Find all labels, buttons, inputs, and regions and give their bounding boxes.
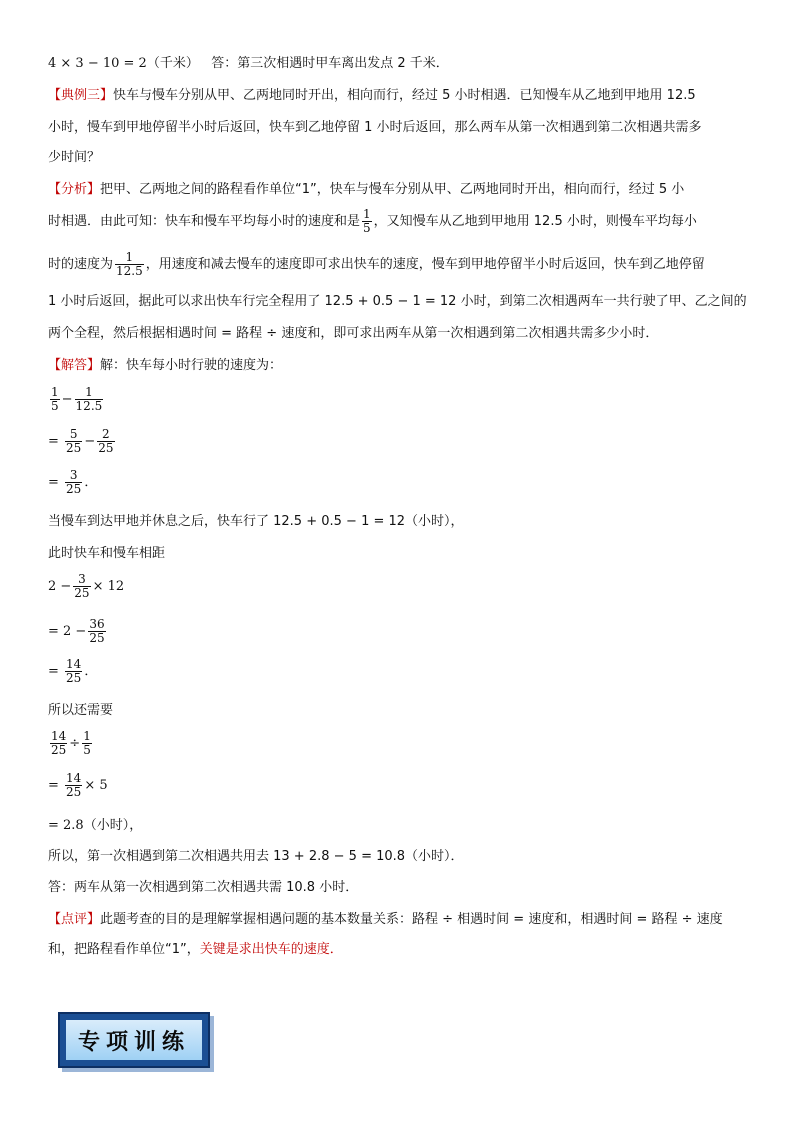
fraction: $\frac{1}{5}$: [51, 385, 59, 413]
distance-step-2: [48, 615, 750, 649]
fraction: $\frac{1}{5}$: [83, 729, 91, 757]
fraction-one-fifth: $\frac{1}{5}$: [363, 207, 371, 235]
example-line-2: [48, 119, 750, 137]
comment-tag: 【点评】: [48, 912, 101, 927]
fraction: $\frac{14}{25}$: [66, 771, 82, 799]
comment-text-2b: 关键是求出快车的速度．: [199, 942, 343, 957]
example-text-1: 快车与慢车分别从甲、乙两地同时开出，相向而行，经过 5 小时相遇．已知慢车从乙地到甲地用 12.5: [113, 88, 696, 103]
period: ．: [84, 475, 98, 490]
fraction: $\frac{14}{25}$: [66, 657, 82, 685]
expression-prefix: = 2 −: [48, 624, 87, 639]
analysis-text-1: 把甲、乙两地之间的路程看作单位“1”，快车与慢车分别从甲、乙两地同时开出，相向而行，经过 5 小: [100, 182, 685, 197]
need-step-3: [48, 817, 750, 835]
analysis-line-5: [48, 325, 750, 343]
distance-line: [48, 545, 750, 563]
solution-intro-line: [48, 357, 750, 375]
section-banner-label: 专项训练: [66, 1020, 202, 1060]
previous-answer-line: [48, 55, 750, 73]
fraction: $\frac{2}{25}$: [98, 427, 114, 455]
fraction: $\frac{3}{25}$: [74, 572, 90, 600]
fraction: $\frac{5}{25}$: [66, 427, 82, 455]
section-banner: [58, 1012, 210, 1068]
solution-tag: 【解答】: [48, 358, 101, 373]
solution-step-3: [48, 466, 750, 500]
solution-step-2: [48, 425, 750, 459]
total-line: [48, 848, 750, 866]
fraction: $\frac{14}{25}$: [51, 729, 67, 757]
equals: =: [48, 664, 59, 679]
fraction: $\frac{1}{12.5}$: [75, 385, 103, 413]
solution-step-1: [48, 383, 750, 417]
need-step-2: [48, 769, 750, 803]
rest-line: [48, 513, 750, 531]
example-tag: 【典例三】: [48, 88, 114, 103]
analysis-text-4: 1 小时后返回，据此可以求出快车行完全程用了 12.5 + 0.5 − 1 = 12 小时，到第二次相遇两车一共行驶了甲、乙之间的: [48, 294, 747, 309]
expression-suffix: × 5: [84, 778, 108, 793]
example-line-1: [48, 87, 750, 105]
equals: =: [48, 778, 59, 793]
expression-prefix: 2 −: [48, 579, 72, 594]
rest-text: 当慢车到达甲地并休息之后，快车行了 12.5 + 0.5 − 1 = 12（小时），: [48, 514, 464, 529]
period: ．: [84, 664, 98, 679]
operator: −: [84, 434, 96, 449]
need-result: = 2.8（小时），: [48, 818, 143, 833]
total-text: 所以，第一次相遇到第二次相遇共用去 13 + 2.8 − 5 = 10.8（小时）．: [48, 849, 464, 864]
comment-text-1: 此题考查的目的是理解掌握相遇问题的基本数量关系：路程 ÷ 相遇时间 = 速度和，相遇时间 = 路程 ÷ 速度: [100, 912, 723, 927]
need-step-1: [48, 727, 750, 761]
analysis-line-1: [48, 181, 750, 199]
operator: −: [61, 392, 73, 407]
equals: =: [48, 475, 59, 490]
comment-line-1: [48, 911, 750, 929]
fraction: $\frac{3}{25}$: [66, 468, 82, 496]
final-answer-line: [48, 879, 750, 897]
example-text-2: 小时，慢车到甲地停留半小时后返回，快车到乙地停留 1 小时后返回，那么两车从第一次相遇到第二次相遇共需多: [48, 120, 702, 135]
example-text-3: 少时间？: [48, 150, 101, 165]
distance-text: 此时快车和慢车相距: [48, 546, 166, 561]
need-text: 所以还需要: [48, 703, 114, 718]
example-line-3: [48, 149, 750, 167]
analysis-text-3a: 时的速度为: [48, 257, 114, 272]
analysis-line-4: [48, 293, 750, 311]
previous-answer: 答：第三次相遇时甲车离出发点 2 千米．: [211, 56, 449, 71]
expression-suffix: × 12: [92, 579, 125, 594]
analysis-text-2b: ，又知慢车从乙地到甲地用 12.5 小时，则慢车平均每小: [373, 214, 697, 229]
equals: =: [48, 434, 59, 449]
comment-line-2: [48, 941, 750, 959]
need-line: [48, 702, 750, 720]
distance-step-3: [48, 655, 750, 689]
final-answer: 答：两车从第一次相遇到第二次相遇共需 10.8 小时．: [48, 880, 359, 895]
solution-intro: 解：快车每小时行驶的速度为：: [100, 358, 283, 373]
previous-expression: 4 × 3 − 10 = 2（千米）: [48, 56, 199, 71]
fraction-one-over-12-5: $\frac{1}{12.5}$: [116, 250, 143, 278]
analysis-tag: 【分析】: [48, 182, 101, 197]
fraction: $\frac{36}{25}$: [89, 617, 105, 645]
divide-operator: ÷: [69, 736, 81, 751]
comment-text-2a: 和，把路程看作单位“1”，: [48, 942, 200, 957]
analysis-line-2: [48, 207, 750, 237]
distance-step-1: [48, 570, 750, 604]
analysis-text-3b: ，用速度和减去慢车的速度即可求出快车的速度，慢车到甲地停留半小时后返回，快车到乙地停留: [145, 257, 705, 272]
analysis-text-2a: 时相遇．由此可知：快车和慢车平均每小时的速度和是: [48, 214, 361, 229]
analysis-text-5: 两个全程，然后根据相遇时间 = 路程 ÷ 速度和，即可求出两车从第一次相遇到第二次相遇共需多少小时．: [48, 326, 659, 341]
analysis-line-3: [48, 250, 750, 280]
